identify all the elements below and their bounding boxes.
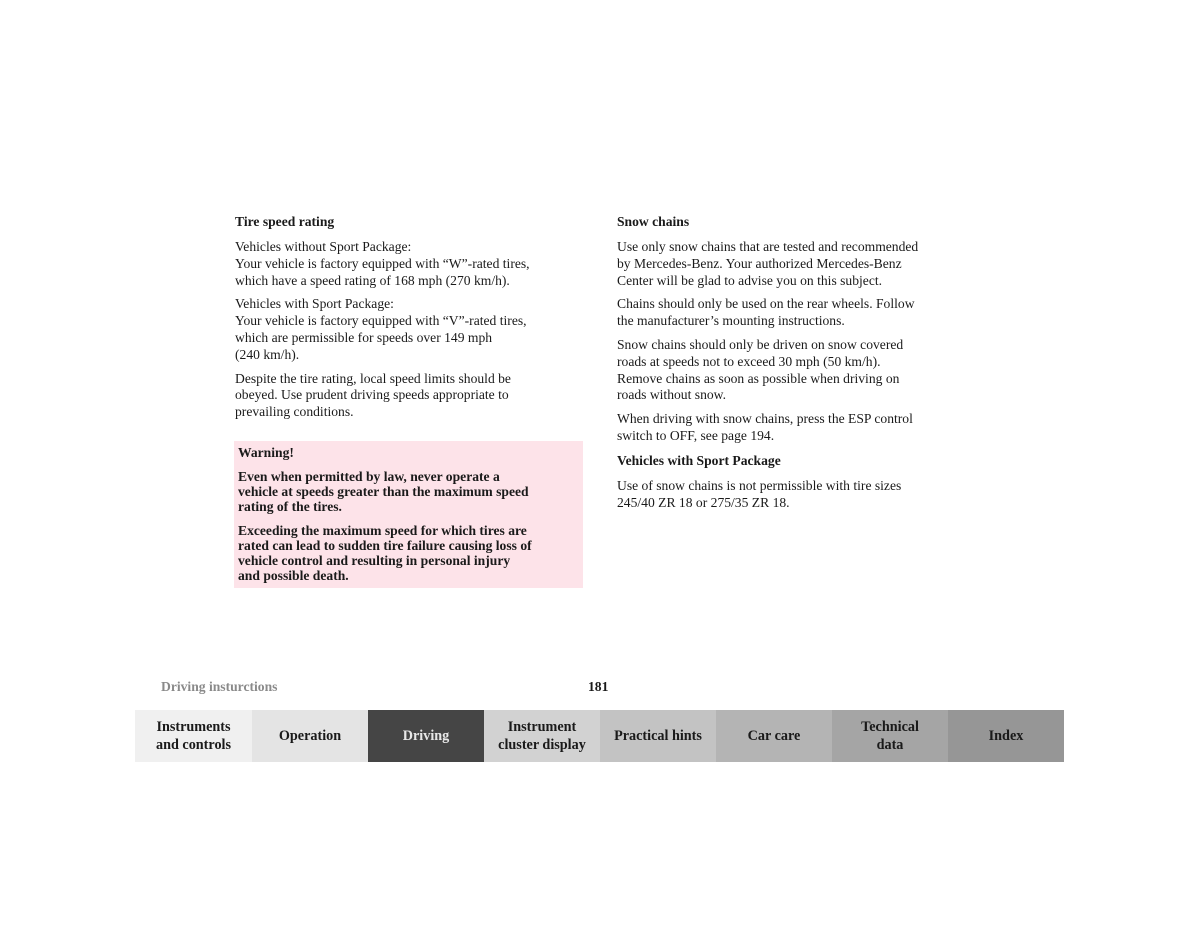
text-line: 245/40 ZR 18 or 275/35 ZR 18. bbox=[617, 494, 790, 510]
text-line: Use of snow chains is not permissible with tire sizes bbox=[617, 477, 902, 493]
tab-label: Driving bbox=[402, 728, 450, 744]
tab-practical-hints[interactable] bbox=[600, 710, 716, 762]
paragraph bbox=[617, 337, 977, 404]
tab-label: Practical hints bbox=[614, 728, 702, 744]
text-line: Your vehicle is factory equipped with “V”-rated tires, bbox=[235, 313, 527, 329]
text-line: Despite the tire rating, local speed limits should be bbox=[235, 370, 511, 386]
text-line: Center will be glad to advise you on this subject. bbox=[617, 272, 883, 288]
text-line: vehicle at speeds greater than the maximum speed bbox=[238, 484, 529, 500]
tab-operation[interactable] bbox=[252, 710, 368, 762]
text-line: Even when permitted by law, never operate a bbox=[238, 469, 500, 484]
tab-index[interactable] bbox=[948, 710, 1064, 762]
tire-speed-rating-heading: Tire speed rating bbox=[235, 214, 335, 229]
text-line: Remove chains as soon as possible when driving on bbox=[617, 370, 900, 386]
warning-paragraph bbox=[238, 469, 577, 515]
paragraph bbox=[617, 296, 977, 330]
text-line: roads at speeds not to exceed 30 mph (50 km/h). bbox=[617, 353, 881, 369]
text-line: Vehicles without Sport Package: bbox=[235, 239, 412, 254]
page-number: 181 bbox=[588, 679, 609, 694]
tab-instruments-and-controls[interactable] bbox=[135, 710, 252, 762]
tab-label: data bbox=[876, 737, 904, 753]
sport-package-subheading: Vehicles with Sport Package bbox=[617, 452, 781, 468]
text-line: Your vehicle is factory equipped with “W”-rated tires, bbox=[235, 255, 530, 271]
text-line: (240 km/h). bbox=[235, 346, 300, 362]
text-line: switch to OFF, see page 194. bbox=[617, 427, 775, 443]
warning-box bbox=[234, 441, 583, 588]
paragraph bbox=[617, 478, 977, 512]
tab-label: Car care bbox=[747, 728, 801, 744]
warning-title: Warning! bbox=[238, 445, 294, 460]
text-line: Vehicles with Sport Package: bbox=[235, 296, 394, 312]
tab-driving[interactable] bbox=[368, 710, 484, 762]
paragraph bbox=[235, 239, 585, 289]
text-line: vehicle control and resulting in personal injury bbox=[238, 553, 511, 569]
text-line: which are permissible for speeds over 149 mph bbox=[235, 329, 493, 345]
text-line: Use only snow chains that are tested and recommended bbox=[617, 239, 919, 254]
tab-label: Operation bbox=[278, 728, 342, 744]
paragraph bbox=[235, 296, 585, 363]
paragraph bbox=[617, 239, 977, 289]
text-line: When driving with snow chains, press the ESP control bbox=[617, 411, 913, 427]
tab-car-care[interactable] bbox=[716, 710, 832, 762]
text-line: rating of the tires. bbox=[238, 499, 342, 515]
tab-instrument-cluster-display[interactable] bbox=[484, 710, 600, 762]
left-column bbox=[235, 213, 585, 428]
text-line: obeyed. Use prudent driving speeds appropriate to bbox=[235, 387, 509, 403]
text-line: and possible death. bbox=[238, 568, 349, 584]
tab-technical-data[interactable] bbox=[832, 710, 948, 762]
text-line: Exceeding the maximum speed for which tires are bbox=[238, 522, 527, 538]
right-column bbox=[617, 213, 977, 518]
paragraph bbox=[235, 371, 585, 421]
tab-label: Technical bbox=[861, 719, 919, 735]
snow-chains-heading: Snow chains bbox=[617, 214, 690, 229]
tab-label: Index bbox=[988, 728, 1024, 744]
warning-paragraph bbox=[238, 523, 577, 584]
text-line: which have a speed rating of 168 mph (270 km/h). bbox=[235, 272, 510, 288]
chapter-nav bbox=[135, 710, 1064, 762]
text-line: Chains should only be used on the rear wheels. Follow bbox=[617, 296, 915, 312]
section-label: Driving insturctions bbox=[161, 679, 278, 694]
text-line: rated can lead to sudden tire failure causing loss of bbox=[238, 537, 532, 553]
tab-label: cluster display bbox=[498, 737, 586, 753]
tab-label: Instrument bbox=[507, 719, 577, 735]
text-line: prevailing conditions. bbox=[235, 404, 354, 420]
tab-label: and controls bbox=[155, 737, 232, 753]
text-line: Snow chains should only be driven on snow covered bbox=[617, 336, 904, 352]
tab-label: Instruments bbox=[156, 719, 231, 735]
text-line: by Mercedes-Benz. Your authorized Mercedes-Benz bbox=[617, 255, 902, 271]
text-line: the manufacturer’s mounting instructions. bbox=[617, 313, 845, 329]
text-line: roads without snow. bbox=[617, 387, 726, 403]
paragraph bbox=[617, 411, 977, 445]
